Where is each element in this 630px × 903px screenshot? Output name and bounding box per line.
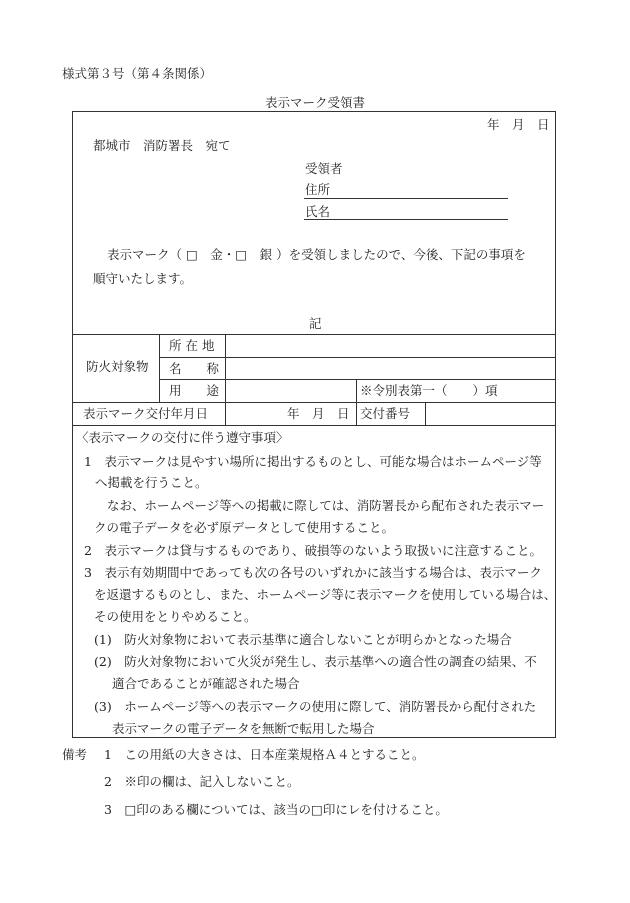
issue-number-label: 交付番号 [360, 406, 411, 421]
notes-label: 備考 [62, 747, 88, 762]
form-title: 表示マーク受領書 [265, 95, 366, 110]
rule-line: 適合であることが確認された場合 [112, 676, 300, 691]
col-rule-use-class [356, 379, 357, 425]
rule-line: (3) ホームページ等への表示マークの使用に際して、消防署長から配付された [94, 699, 537, 714]
rule-line: (2) 防火対象物において火災が発生し、表示基準への適合性の調査の結果、不 [94, 654, 537, 669]
use-label: 用 途 [169, 383, 220, 398]
use-class-field: ※令別表第一（ ）項 [360, 383, 498, 398]
address-label: 住所 [305, 182, 331, 197]
row-rule-2 [159, 379, 556, 380]
rules-heading: 〈表示マークの交付に伴う遵守事項〉 [76, 430, 289, 445]
form-number: 様式第３号（第４条関係） [62, 66, 213, 81]
rule-line: 表示マークの電子データを無断で転用した場合 [112, 721, 375, 736]
object-label: 防火対象物 [86, 359, 149, 374]
col-rule-issue-no [425, 402, 426, 425]
name-field-label: 名 称 [169, 361, 220, 376]
ki-heading: 記 [309, 316, 322, 331]
name-underline [304, 219, 508, 220]
name-label: 氏名 [305, 204, 331, 219]
col-rule-object [159, 334, 160, 402]
rule-line: その使用をとりやめること。 [94, 609, 257, 624]
rule-line: を返還するものとし、また、ホームページ等に表示マークを使用している場合は、 [94, 587, 557, 602]
rule-line: 1 表示マークは見やすい場所に掲出するものとし、可能な場合はホームページ等 [84, 454, 542, 469]
col-rule-label [225, 334, 226, 425]
issue-date-label: 表示マーク交付年月日 [83, 406, 209, 421]
rule-line: へ掲載を行うこと。 [95, 475, 208, 490]
note-item: 1 この用紙の大きさは、日本産業規格Ａ４とすること。 [104, 747, 425, 762]
statement-line-2: 順守いたします。 [93, 271, 193, 286]
addressee: 都城市 消防署長 宛て [93, 138, 231, 153]
row-rule-1 [159, 357, 556, 358]
table-top-rule [72, 334, 556, 335]
rule-line: 3 表示有効期間中であっても次の各号のいずれかに該当する場合は、表示マーク [84, 565, 542, 580]
location-label: 所 在 地 [169, 338, 215, 353]
note-item: 3 □印のある欄については、該当の□印にレを付けること。 [104, 802, 448, 817]
note-item: 2 ※印の欄は、記入しないこと。 [104, 774, 300, 789]
rule-line: (1) 防火対象物において表示基準に適合しないことが明らかとなった場合 [94, 632, 512, 647]
date-field: 年 月 日 [487, 117, 550, 132]
issue-date-value: 年 月 日 [287, 406, 350, 421]
rule-line: 2 表示マークは貸与するものであり、破損等のないよう取扱いに注意すること。 [84, 543, 542, 558]
row-rule-3 [72, 402, 556, 403]
rule-line: クの電子データを必ず原データとして使用すること。 [94, 520, 395, 535]
rule-line: なお、ホームページ等への掲載に際しては、消防署長から配布された表示マー [107, 498, 545, 513]
statement-line-1: 表示マーク（ □ 金・□ 銀 ）を受領しましたので、今後、下記の事項を [107, 247, 526, 262]
recipient-label: 受領者 [305, 161, 343, 176]
address-underline [304, 198, 508, 199]
row-rule-4 [72, 425, 556, 426]
